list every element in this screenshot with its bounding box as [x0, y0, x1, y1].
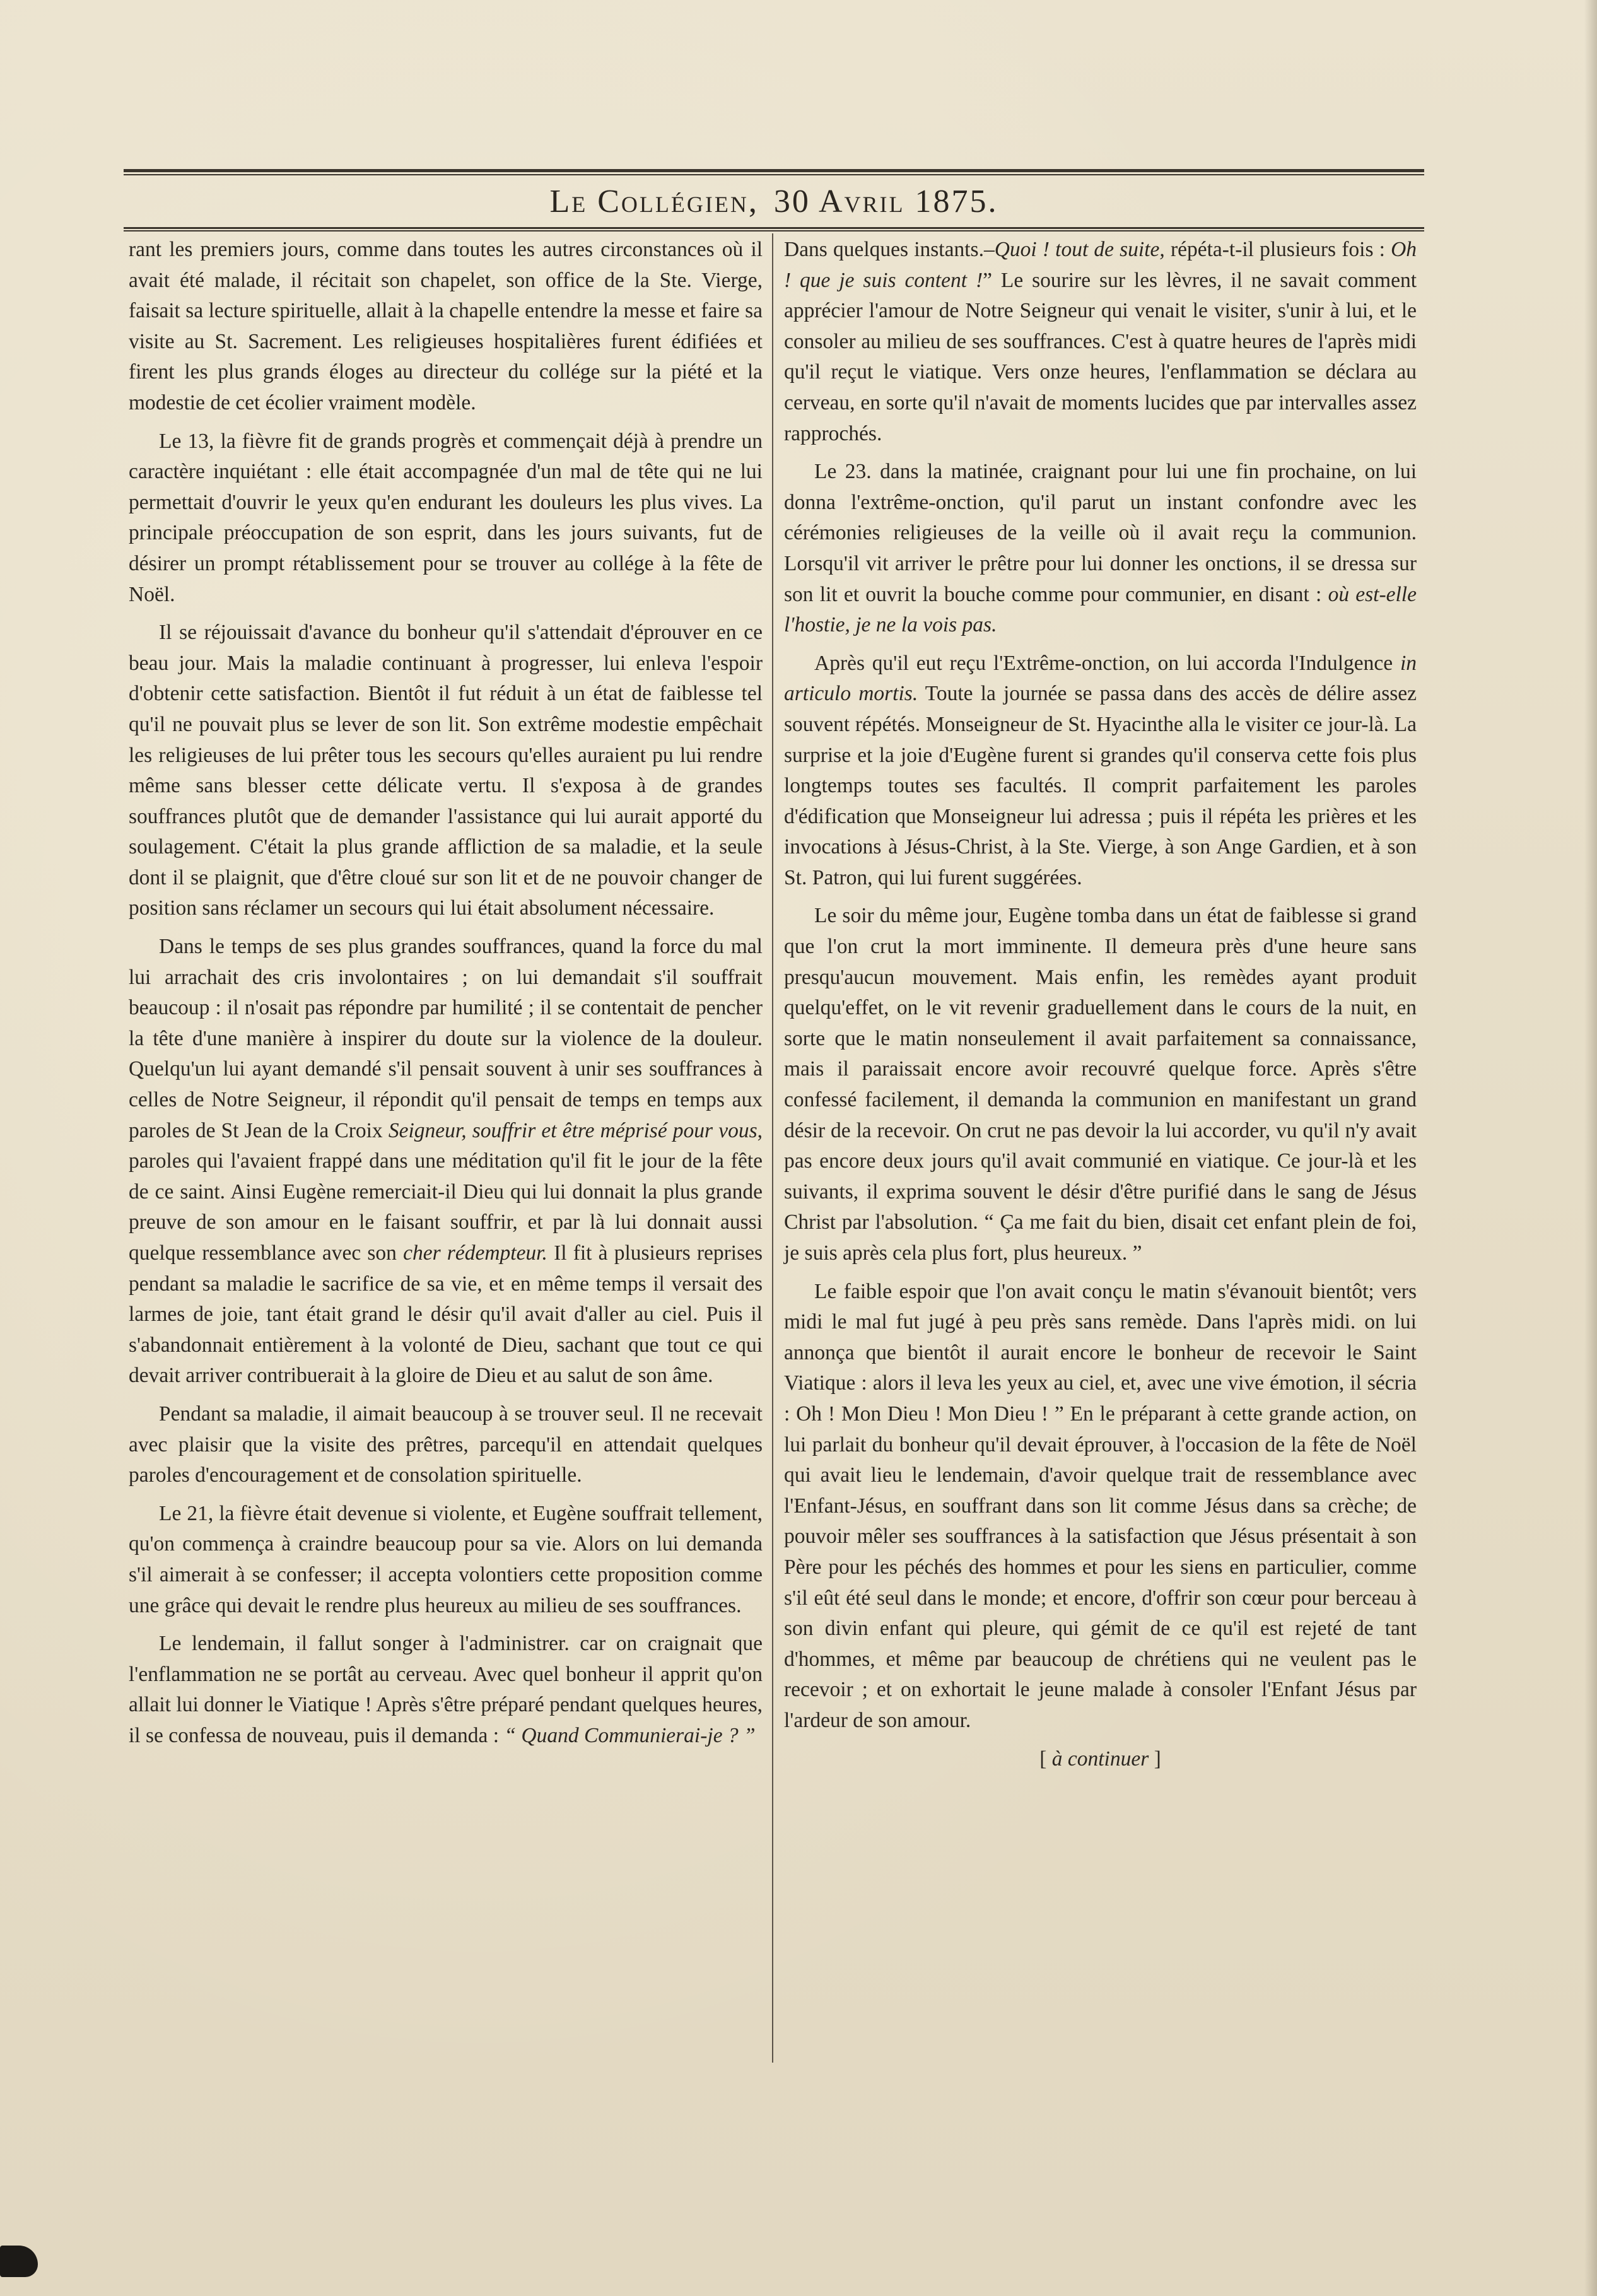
paragraph: Le 13, la fièvre fit de grands progrès et commençait déjà à prendre un caractère inquiétant : elle était accompagnée d'un mal de tête qui ne lui permettait d'ouvrir le yeux qu'en endurant les douleurs les plus vives. La principale préoccupation de son esprit, dans les jours suivants, fut de désirer un prompt rétablissement pour se trouver au collége à la fête de Noël.: [129, 429, 763, 606]
paragraph-text: Le 23. dans la matinée, craignant pour lui une fin prochaine, on lui donna l'extrême-onction, qu'il parut un instant confondre avec les cérémonies religieuses de la veille où il avait reçu la communion. Lorsqu'il vit arriver le prêtre pour lui donner les onctions, il se dressa sur son lit et ouvrit la bouche comme pour communier, en disant :: [784, 460, 1417, 606]
italic-quote: Seigneur, souffrir et être méprisé pour vous: [388, 1118, 758, 1142]
masthead-date: 30 Avril 1875.: [773, 183, 998, 220]
masthead: [124, 179, 1424, 223]
paragraph-text: Toute la journée se passa dans des accès de délire assez souvent répétés. Monseigneur de St. Hyacinthe alla le visiter ce jour-là. La surprise et la joie d'Eugène furent si grandes qu'il conserva cette fois plus longtemps toutes ses facultés. Il comprit parfaitement les paroles d'édification que Monseigneur lui adressa ; puis il répéta les prières et les invocations à Jésus-Christ, à la Ste. Vierge, à son Ange Gardien, et à son St. Patron, qui lui furent suggérées.: [784, 682, 1417, 889]
paragraph: Le 21, la fièvre était devenue si violente, et Eugène souffrait tellement, qu'on commença à craindre beaucoup pour sa vie. Alors on lui demanda s'il aimerait à se confesser; il accepta volontiers cette proposition comme une grâce qui devait le rendre plus heureux au milieu de ses souffrances.: [129, 1501, 763, 1617]
continue-label: à continuer: [1051, 1747, 1149, 1771]
italic-quote: “ Quand Communierai-je ? ”: [504, 1723, 756, 1747]
bracket-open: [: [1039, 1747, 1047, 1771]
italic-quote: Oh ! que je suis content !: [784, 238, 1417, 292]
bracket-close: ]: [1154, 1747, 1161, 1771]
page-edge-shadow: [1584, 0, 1597, 2296]
paragraph: [129, 1629, 763, 1751]
paragraph-text: , paroles qui l'avaient frappé dans une méditation qu'il fit le jour de la fête de ce saint. Ainsi Eugène remerciait-il Dieu qui lui donnait la plus grande preuve de son amour en le faisant souffrir, et par là lui donnait aussi quelque ressemblance avec son: [129, 1118, 763, 1265]
italic-quote: cher rédempteur.: [403, 1241, 547, 1265]
paragraph: Pendant sa maladie, il aimait beaucoup à se trouver seul. Il ne recevait avec plaisir que la visite des prêtres, parcequ'il en attendait quelques paroles d'encouragement et de consolation spirituelle.: [129, 1402, 763, 1487]
paragraph-text: ” Le sourire sur les lèvres, il ne savait comment apprécier l'amour de Notre Seigneur qui venait le visiter, s'unir à lui, et le consoler au milieu de ses souffrances. C'est à quatre heures de l'après midi qu'il reçut le viatique. Vers onze heures, l'enflammation se déclara au cerveau, en sorte qu'il n'avait de moments lucides que par intervalles assez rapprochés.: [784, 268, 1417, 445]
paragraph: Le soir du même jour, Eugène tomba dans un état de faiblesse si grand que l'on crut la mort imminente. Il demeura près d'une heure sans presqu'aucun mouvement. Mais enfin, les remèdes ayant produit quelqu'effet, on le vit revenir graduellement dans le cours de la nuit, en sorte que le matin nonseulement il avait parfaitement sa connaissance, mais il paraissait encore avoir recouvré quelque force. Après s'être confessé facilement, il demanda la communion en manifestant un grand désir de la recevoir. On crut ne pas devoir la lui accorder, vu qu'il n'y avait pas encore deux jours qu'il avait communié en viatique. Ce jour-là et les suivants, il exprima souvent le désir d'être purifié dans le sang de Jésus Christ par l'absolution. “ Ça me fait du bien, disait cet enfant plein de foi, je suis après cela plus fort, plus heureux. ”: [784, 904, 1417, 1265]
paragraph: [784, 648, 1417, 894]
header-bottom-rule: [124, 227, 1424, 232]
italic-quote: Quoi ! tout de suite,: [994, 238, 1165, 261]
paragraph-text: Le lendemain, il fallut songer à l'administrer. car on craignait que l'enflammation ne se portât au cerveau. Avec quel bonheur il apprit qu'on allait lui donner le Viatique ! Après s'être préparé pendant quelques heures, il se confessa de nouveau, puis il demanda :: [129, 1632, 763, 1747]
left-column: [129, 235, 763, 1759]
paragraph: rant les premiers jours, comme dans toutes les autres circonstances où il avait été malade, il récitait son chapelet, son office de la Ste. Vierge, faisait sa lecture spirituelle, allait à la chapelle entendre la messe et faire sa visite au St. Sacrement. Les religieuses hospitalières furent édifiées et firent les plus grands éloges au directeur du collége sur la piété et la modestie de cet écolier vraiment modèle.: [129, 238, 763, 414]
italic-quote: où est-elle l'hostie, je ne la vois pas.: [784, 582, 1417, 637]
paragraph: [784, 235, 1417, 449]
header-double-rule: [124, 169, 1424, 178]
right-column: [784, 235, 1417, 1782]
italic-quote: in articulo mortis.: [784, 651, 1417, 706]
paragraph-text: Après qu'il eut reçu l'Extrême-onction, on lui accorda l'Indulgence: [814, 651, 1393, 675]
paragraph: [784, 457, 1417, 641]
to-be-continued: [784, 1744, 1417, 1775]
column-divider: [772, 233, 773, 2063]
corner-ink-smudge: [0, 2246, 38, 2277]
paragraph: Le faible espoir que l'on avait conçu le matin s'évanouit bientôt; vers midi le mal fut jugé à peu près sans remède. Dans l'après midi. on lui annonça que bientôt il aurait encore le bonheur de recevoir le Saint Viatique : alors il leva les yeux au ciel, et, avec une vive émotion, il sécria : Oh ! Mon Dieu ! Mon Dieu ! ” En le préparant à cette grande action, on lui parlait du bonheur qu'il devait éprouver, à l'occasion de la fête de Noël qui avait lieu le lendemain, d'avoir quelque trait de ressemblance avec l'Enfant-Jésus, en souffrant dans son lit comme Jésus dans sa crèche; de pouvoir mêler ses souffrances à la satisfaction que Jésus présentait à son Père pour les péchés des hommes et pour les siens en particulier, comme s'il eût été seul dans le monde; et encore, d'offrir son cœur pour berceau à son divin enfant qui pleure, qui gémit de ce qu'il est rejeté de tant d'hommes, et même par beaucoup de chrétiens qui ne veulent pas le recevoir ; et on exhortait le jeune malade à consoler l'Enfant Jésus par l'ardeur de son amour.: [784, 1279, 1417, 1732]
paragraph-text: Dans le temps de ses plus grandes souffrances, quand la force du mal lui arrachait des cris involontaires ; on lui demandait s'il souffrait beaucoup : il n'osait pas répondre par humilité ; il se contentait de pencher la tête d'une manière à inspirer du doute sur la violence de la douleur. Quelqu'un lui ayant demandé s'il pensait souvent à unir ses souffrances à celles de Notre Seigneur, il répondit qu'il pensait de temps en temps aux paroles de St Jean de la Croix: [129, 935, 763, 1142]
paragraph-text: répéta-t-il plusieurs fois :: [1170, 238, 1385, 261]
paragraph: Il se réjouissait d'avance du bonheur qu'il s'attendait d'éprouver en ce beau jour. Mais la maladie continuant à progresser, lui enleva l'espoir d'obtenir cette satisfaction. Bientôt il fut réduit à un état de faiblesse tel qu'il ne pouvait plus se lever de son lit. Son extrême modestie empêchait les religieuses de lui prêter tous les secours qu'elles auraient pu lui rendre même sans blesser cette délicate vertu. Il s'exposa à de grandes souffrances plutôt que de demander l'assistance qui lui aurait apporté du soulagement. C'était la plus grande affliction de sa maladie, et la seule dont il se plaignit, que d'être cloué sur son lit et de ne pouvoir changer de position sans réclamer un secours qui lui était absolument nécessaire.: [129, 621, 763, 920]
paragraph: [129, 932, 763, 1391]
masthead-title: Le Collégien,: [549, 183, 759, 220]
paragraph-text: Dans quelques instants.–: [784, 238, 995, 261]
paragraph-text: Il fit à plusieurs reprises pendant sa maladie le sacrifice de sa vie, et en même temps il versait des larmes de joie, tant était grand le désir qu'il avait d'aller au ciel. Puis il s'abandonnait entièrement à la volonté de Dieu, sachant que tout ce qui devait arriver contribuerait à la gloire de Dieu et au salut de son âme.: [129, 1241, 763, 1388]
